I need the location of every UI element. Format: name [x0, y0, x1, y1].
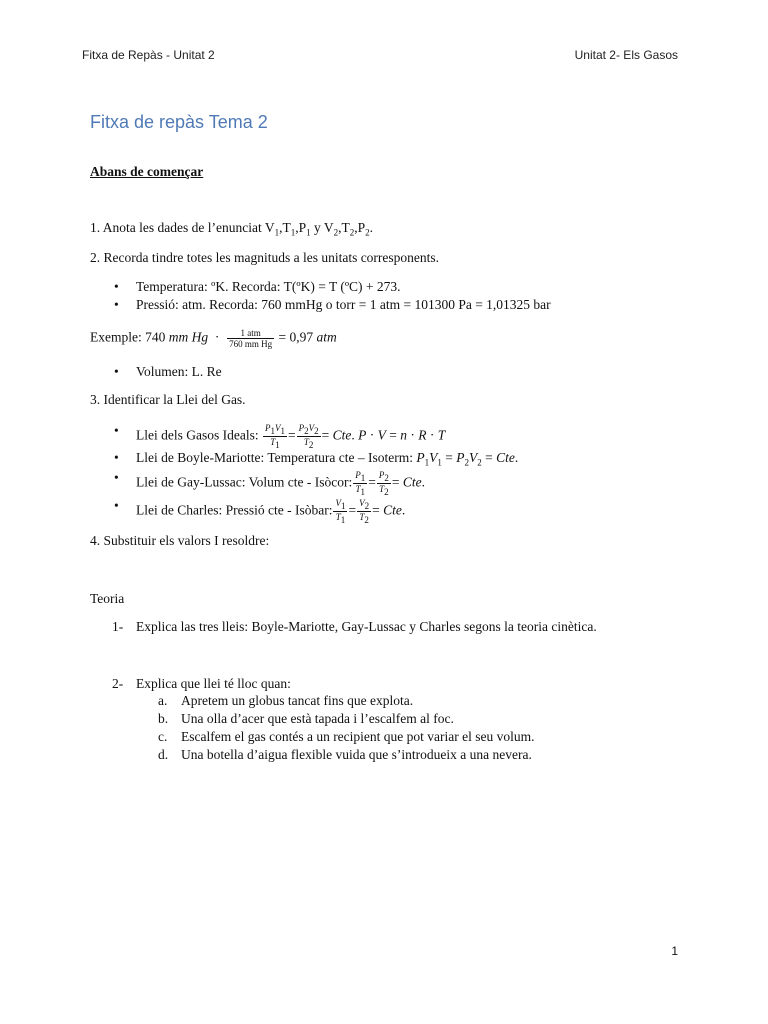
theory-item-number: 2- [112, 676, 124, 691]
theory-item-text: Explica las tres lleis: Boyle-Mariotte, Gay-Lussac y Charles segons la teoria cinètica. [136, 619, 597, 634]
step1-part: . [369, 220, 373, 235]
header-right: Unitat 2- Els Gasos [574, 48, 678, 62]
bullet-text: Volumen: L. Re [136, 364, 222, 379]
step1-sub-4: 2 [333, 227, 339, 238]
example-result-unit: atm [316, 329, 337, 345]
step1-part: ,T [338, 220, 350, 235]
step-4: 4. Substituir els valors I resoldre: [90, 533, 270, 548]
law-label: Llei de Gay-Lussac: Volum cte - Isòcor: [136, 474, 353, 490]
law-label: Llei de Boyle-Mariotte: Temperatura cte – Isoterm: [136, 450, 413, 465]
law-formula-fraction: $\frac{P_2}{T_2}$ [378, 470, 389, 497]
theory-item-text: Explica que llei té lloc quan: [136, 676, 291, 691]
law-formula-fraction: $\frac{V_1}{T_1}$ [335, 498, 346, 525]
sub-item-letter: d. [158, 747, 169, 762]
law-line: Llei de Charles: Pressió cte - Isòbar: $\frac{V_1}{T_1}$ = $\frac{V_2}{T_2}$ = Cte. [136, 498, 406, 525]
bullet-dot: • [114, 364, 119, 379]
example-result: = 0,97 [278, 329, 314, 345]
bullet-dot: • [114, 423, 119, 438]
step1-sub-1: 1 [274, 227, 280, 238]
fraction-numerator: 1 atm [227, 328, 274, 339]
law-line: Llei de Gay-Lussac: Volum cte - Isòcor: $\frac{P_1}{T_1}$ = $\frac{P_2}{T_2}$ = Cte. [136, 470, 425, 497]
step1-sub-3: 1 [306, 227, 311, 238]
fraction-denominator: 760 mm Hg [229, 339, 273, 349]
example-line: Exemple: 740 mm Hg · $\frac{\text{1 atm}}{\text{760 mm Hg}}$ = 0,97 atm [90, 328, 337, 349]
theory-title: Teoria [90, 591, 125, 606]
page-number: 1 [671, 944, 678, 958]
law-formula-fraction: $\frac{V_2}{T_2}$ [359, 498, 370, 525]
bullet-dot: • [114, 470, 119, 485]
example-fraction [227, 328, 274, 349]
sub-item-letter: a. [158, 693, 168, 708]
law-label: Llei de Charles: Pressió cte - Isòbar: [136, 502, 333, 518]
bullet-text: Temperatura: ºK. Recorda: T(ºK) = T (ºC) + 273. [136, 279, 401, 294]
example-unit: mm Hg [168, 329, 209, 345]
section-subtitle: Abans de començar [90, 164, 204, 179]
step-3: 3. Identificar la Llei del Gas. [90, 392, 246, 407]
bullet-dot: • [114, 297, 119, 312]
step-1 [90, 220, 373, 238]
step1-sub-6: 2 [365, 227, 370, 238]
law-label: Llei dels Gasos Ideals: [136, 427, 259, 443]
step1-sub-2: 1 [290, 227, 296, 238]
theory-item-2 [112, 676, 291, 692]
step1-part: ,T [279, 220, 291, 235]
header-left: Fitxa de Repàs - Unitat 2 [82, 48, 215, 62]
step-1-text: 1. Anota les dades de l’enunciat V [90, 220, 275, 235]
sub-item-letter: b. [158, 711, 169, 726]
law-formula-fraction: $\frac{P_1}{T_1}$ [355, 470, 366, 497]
page-title: Fitxa de repàs Tema 2 [90, 112, 268, 132]
law-formula-fraction: $\frac{P_1V_1}{T_1}$ [264, 423, 285, 450]
law-formula-fraction: $\frac{P_2V_2}{T_2}$ [298, 423, 319, 450]
bullet-text: Pressió: atm. Recorda: 760 mmHg o torr = 1 atm = 101300 Pa = 1,01325 bar [136, 297, 551, 312]
step1-sub-5: 2 [349, 227, 355, 238]
sub-item-letter: c. [158, 729, 168, 744]
step1-part: y V [310, 220, 334, 235]
theory-item-number: 1- [112, 619, 124, 634]
bullet-dot: • [114, 498, 119, 513]
law-line: Llei dels Gasos Ideals: $\frac{P_1V_1}{T_1}$ = $\frac{P_2V_2}{T_2}$ = Cte. P · V = n · R · T [136, 423, 446, 450]
step1-part: ,P [354, 220, 366, 235]
sub-item-text: Apretem un globus tancat fins que explota. [181, 693, 414, 708]
theory-item-1 [112, 619, 597, 635]
step-2: 2. Recorda tindre totes les magnituds a les unitats corresponents. [90, 250, 440, 265]
law-line: Llei de Boyle-Mariotte: Temperatura cte – Isoterm: $P_1V_1 = P_2V_2$ = Cte. [136, 450, 519, 468]
sub-item-text: Una olla d’acer que està tapada i l’escalfem al foc. [181, 711, 454, 726]
sub-item-text: Escalfem el gas contés a un recipient que pot variar el seu volum. [181, 729, 535, 744]
step1-part: ,P [295, 220, 307, 235]
bullet-dot: • [114, 279, 119, 294]
example-label: Exemple: 740 [90, 329, 166, 345]
sub-item-text: Una botella d’aigua flexible vuida que s’introdueix a una nevera. [181, 747, 532, 762]
bullet-dot: • [114, 450, 119, 465]
